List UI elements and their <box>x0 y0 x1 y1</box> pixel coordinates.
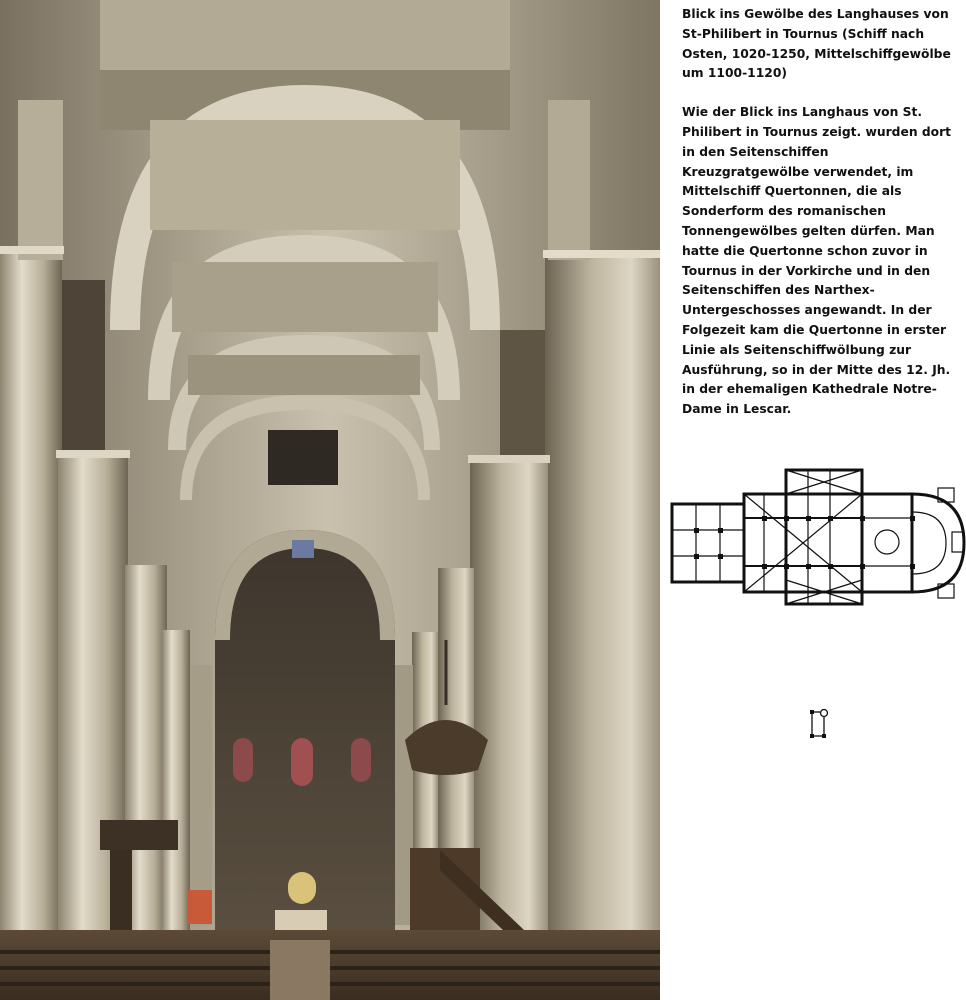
column-left-4 <box>162 630 190 930</box>
caption-body: Wie der Blick ins Langhaus von St. Philibert in Tournus zeigt. wurden dort in den Seitenschiffen Kreuzgratgewölbe verwendet, im Mittelschiff Quertonnen, die als Sonderform des romanischen Tonnengewölbes gelten dürfen. Man hatte die Quertonne schon zuvor in Tournus in der Vorkirche und in den Seitenschiffen des Narthex-Untergeschosses angewandt. In der Folgezeit kam die Quertonne in erster Linie als Seitenschiffwölbung zur Ausführung, so in der Mitte des 12. Jh. in der ehemaligen Kathedrale Notre-Dame in Lescar. <box>682 105 952 417</box>
floor-plan-drawing <box>668 466 966 608</box>
caption <box>682 5 952 439</box>
column-right-1 <box>545 255 660 1000</box>
section-marker-icon <box>806 706 830 742</box>
floor-plan <box>668 466 966 608</box>
column-right-2 <box>470 460 548 960</box>
caption-title: Blick ins Gewölbe des Langhauses von St-Philibert in Tournus (Schiff nach Osten, 1020-1250, Mittelschiffgewölbe um 1100-1120) <box>682 7 951 81</box>
column-left-1 <box>0 250 62 990</box>
plan-marker <box>806 706 830 742</box>
